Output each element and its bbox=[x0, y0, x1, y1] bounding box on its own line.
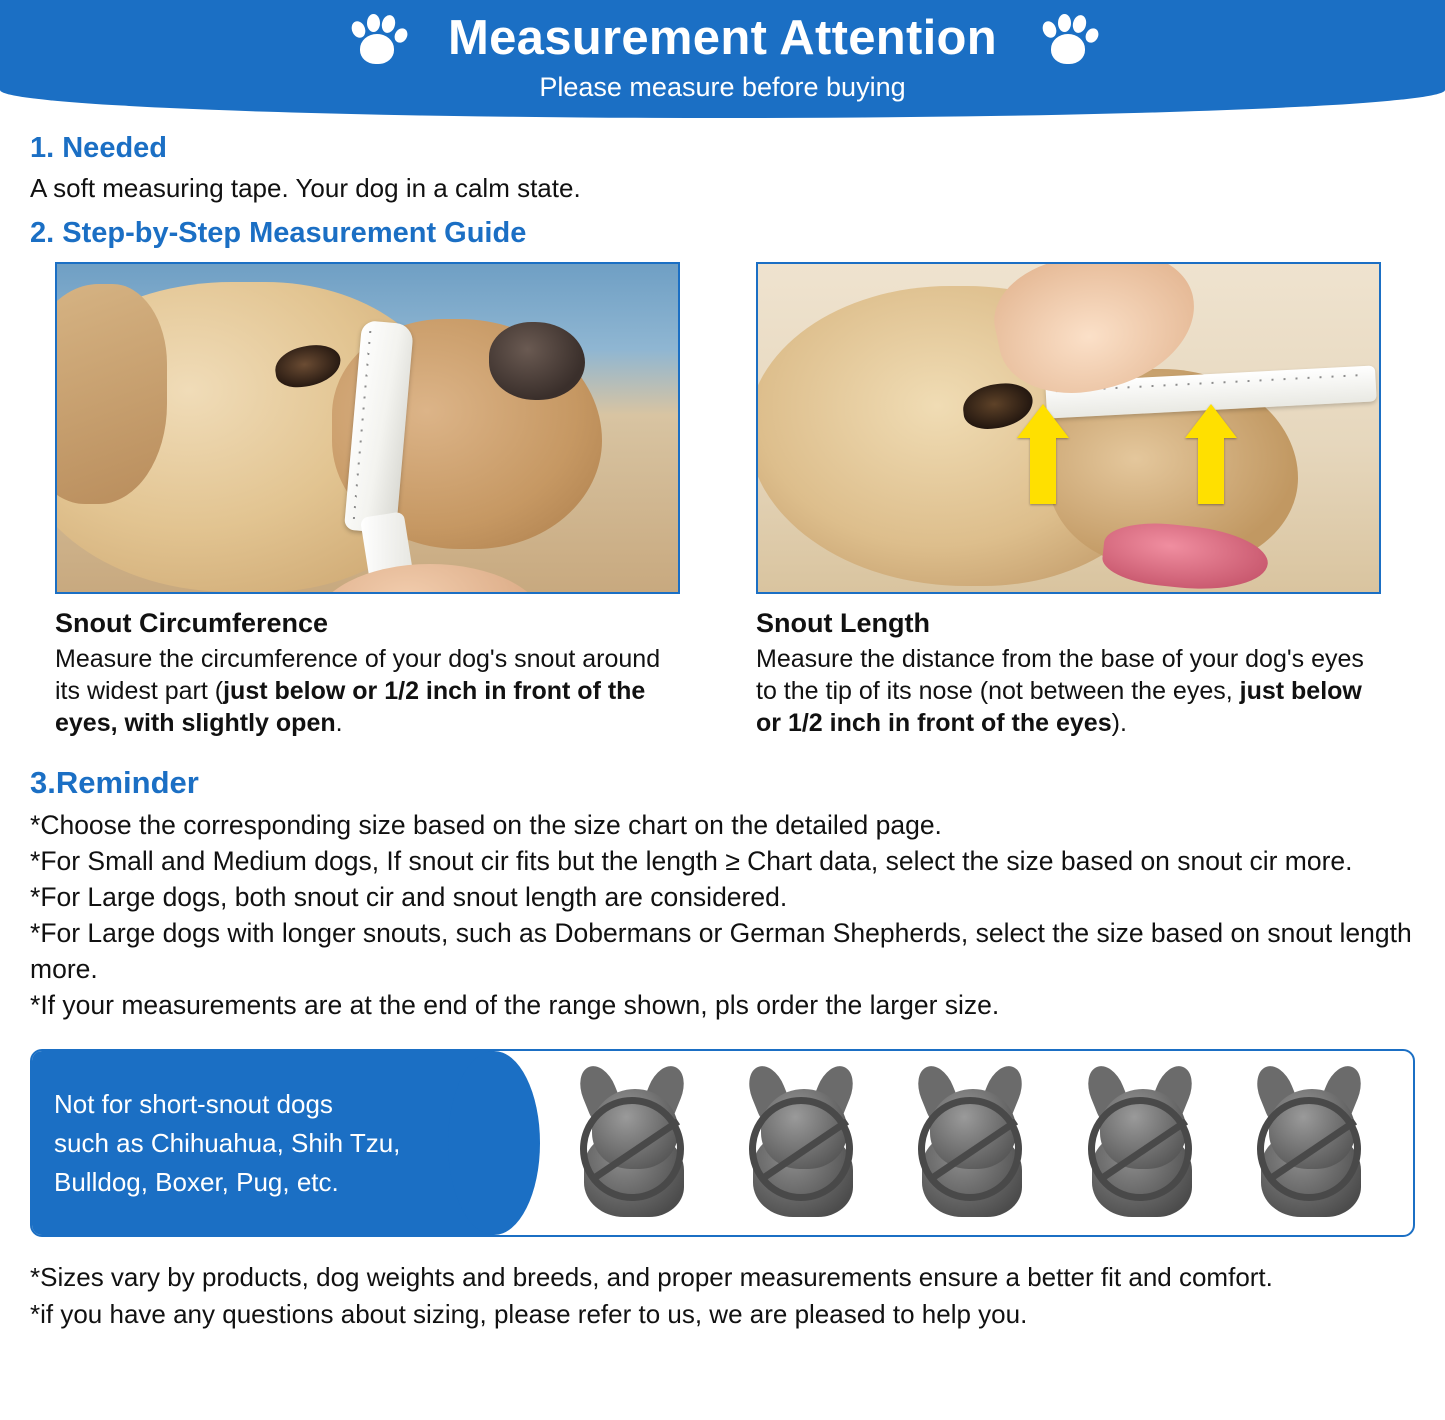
step-text-plain: Measure the distance from the base of your dog's eyes to the tip of its nose (not between the eyes, bbox=[756, 645, 1364, 705]
step-text-circumference bbox=[55, 643, 680, 739]
up-arrow-icon bbox=[1030, 404, 1056, 504]
step-text-bold: just below or 1/2 inch in front of the eyes, with slightly open bbox=[55, 677, 646, 737]
reminder-item: *For Large dogs with longer snouts, such as Dobermans or German Shepherds, select the size based on snout length more. bbox=[30, 918, 1412, 985]
section-guide-heading: 2. Step-by-Step Measurement Guide bbox=[30, 217, 527, 249]
footer-line-1: *Sizes vary by products, dog weights and breeds, and proper measurements ensure a better fit and comfort. bbox=[30, 1262, 1273, 1293]
footer-line-2: *if you have any questions about sizing, please refer to us, we are pleased to help you. bbox=[30, 1299, 1028, 1330]
step-text-tail: . bbox=[335, 709, 343, 737]
header-banner bbox=[0, 0, 1445, 118]
section-reminder-heading: 3.Reminder bbox=[30, 765, 199, 800]
step-text-plain: Measure the circumference of your dog's snout around its widest part ( bbox=[55, 645, 661, 705]
pug-photo bbox=[1235, 1063, 1385, 1223]
document-content bbox=[0, 132, 1445, 1333]
no-entry-icon bbox=[1088, 1097, 1192, 1201]
step-title-length: Snout Length bbox=[756, 608, 930, 638]
no-entry-icon bbox=[1257, 1097, 1361, 1201]
guide-step-length bbox=[756, 262, 1381, 739]
reminder-item: *Choose the corresponding size based on the size chart on the detailed page. bbox=[30, 810, 942, 840]
footer-notes bbox=[30, 1259, 1415, 1333]
chihuahua-photo bbox=[558, 1063, 708, 1223]
header-title-row bbox=[344, 8, 1101, 68]
french-bulldog-photo bbox=[896, 1063, 1046, 1223]
page-subtitle: Please measure before buying bbox=[539, 72, 906, 102]
section-needed-text: A soft measuring tape. Your dog in a calm state. bbox=[30, 173, 581, 203]
no-entry-icon bbox=[918, 1097, 1022, 1201]
short-snout-warning-box bbox=[30, 1049, 1415, 1237]
paw-print-icon bbox=[344, 8, 410, 68]
step-text-tail: ). bbox=[1111, 709, 1127, 737]
page-title: Measurement Attention bbox=[448, 10, 997, 65]
guide-steps bbox=[30, 262, 1415, 739]
warning-line-2: such as Chihuahua, Shih Tzu, bbox=[54, 1127, 401, 1158]
header-content bbox=[0, 0, 1445, 103]
up-arrow-icon bbox=[1198, 404, 1224, 504]
guide-step-circumference bbox=[55, 262, 680, 739]
reminder-list bbox=[30, 807, 1415, 1023]
reminder-item: *If your measurements are at the end of the range shown, pls order the larger size. bbox=[30, 990, 1000, 1021]
prohibited-breeds-row bbox=[494, 1051, 1413, 1235]
no-entry-icon bbox=[580, 1097, 684, 1201]
section-needed-heading: 1. Needed bbox=[30, 132, 167, 164]
warning-text bbox=[54, 1085, 400, 1202]
step-title-circumference: Snout Circumference bbox=[55, 608, 329, 638]
dog-snout-length-photo bbox=[756, 262, 1381, 594]
warning-text-panel bbox=[32, 1051, 494, 1235]
no-entry-icon bbox=[749, 1097, 853, 1201]
bulldog-photo bbox=[1066, 1063, 1216, 1223]
shih-tzu-photo bbox=[727, 1063, 877, 1223]
paw-print-icon bbox=[1035, 8, 1101, 68]
reminder-item: *For Large dogs, both snout cir and snout length are considered. bbox=[30, 882, 788, 913]
reminder-item: *For Small and Medium dogs, If snout cir fits but the length ≥ Chart data, select the size based on snout cir more. bbox=[30, 846, 1353, 877]
step-text-bold: just below or 1/2 inch in front of the eyes bbox=[756, 677, 1362, 737]
warning-line-1: Not for short-snout dogs bbox=[54, 1088, 333, 1119]
warning-line-3: Bulldog, Boxer, Pug, etc. bbox=[54, 1166, 339, 1197]
step-text-length bbox=[756, 643, 1381, 739]
dog-snout-circumference-photo bbox=[55, 262, 680, 594]
